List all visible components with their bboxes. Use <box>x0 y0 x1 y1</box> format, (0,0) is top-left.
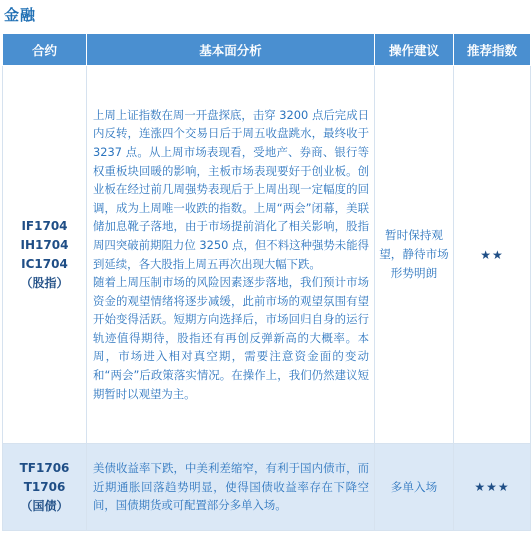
table-row-treasury <box>3 444 531 531</box>
header-rating: 推荐指数 <box>454 34 531 66</box>
analysis-cell <box>87 66 375 444</box>
analysis-paragraph: 上周上证指数在周一开盘探底，击穿 3200 点后完成日内反转，连涨四个交易日后于周五收盘跳水，最终收于 3237 点。从上周市场表现看，受地产、券商、银行等权重板块回暖的影响，主板市场表现要好于创业板。创业板在经过前几周强势表现后于上周出现一定幅度的回调，成为上周唯一收跌的指数。上周“两会”闭幕，美联储加息靴子落地，由于市场提前消化了相关影响，股指周四突破前期阻力位 3250 点，但不料这种强势未能得到延续，各大股指上周五再次出现大幅下跌。 <box>93 107 369 271</box>
contract-code: IF1704 <box>21 218 68 233</box>
header-analysis: 基本面分析 <box>87 34 375 66</box>
contract-category: （股指） <box>20 275 69 290</box>
header-contract: 合约 <box>3 34 87 66</box>
futures-table <box>2 33 531 531</box>
contract-cell <box>3 444 87 531</box>
contract-category: （国债） <box>20 498 69 513</box>
advice-cell: 多单入场 <box>375 444 454 531</box>
header-advice: 操作建议 <box>375 34 454 66</box>
rating-stars: ★★ <box>454 66 531 444</box>
rating-stars: ★★★ <box>454 444 531 531</box>
contract-code: IC1704 <box>21 256 68 271</box>
analysis-cell <box>87 444 375 531</box>
section-title: 金融 <box>4 6 37 24</box>
contract-code: TF1706 <box>19 460 70 475</box>
header-row <box>3 34 531 66</box>
table-row-stock-index <box>3 66 531 444</box>
analysis-paragraph: 随着上周压制市场的风险因素逐步落地，我们预计市场资金的观望情绪将逐步减缓，此前市场的观望氛围有望开始变得活跃。短期方向选择后，市场回归自身的运行轨迹值得期待，股指还有再创反弹新高的大概率。本周，市场进入相对真空期，需要注意资金面的变动和“两会”后政策落实情况。在操作上，我们仍然建议短期暂时以观望为主。 <box>93 275 369 401</box>
contract-code: T1706 <box>23 479 66 494</box>
analysis-paragraph: 美债收益率下跌，中美利差缩窄，有利于国内债市，而近期通胀回落趋势明显，使得国债收益率存在下降空间，国债期货或可配置部分多单入场。 <box>93 461 369 513</box>
advice-cell: 暂时保持观望，静待市场形势明朗 <box>375 66 454 444</box>
contract-cell <box>3 66 87 444</box>
contract-code: IH1704 <box>20 237 69 252</box>
